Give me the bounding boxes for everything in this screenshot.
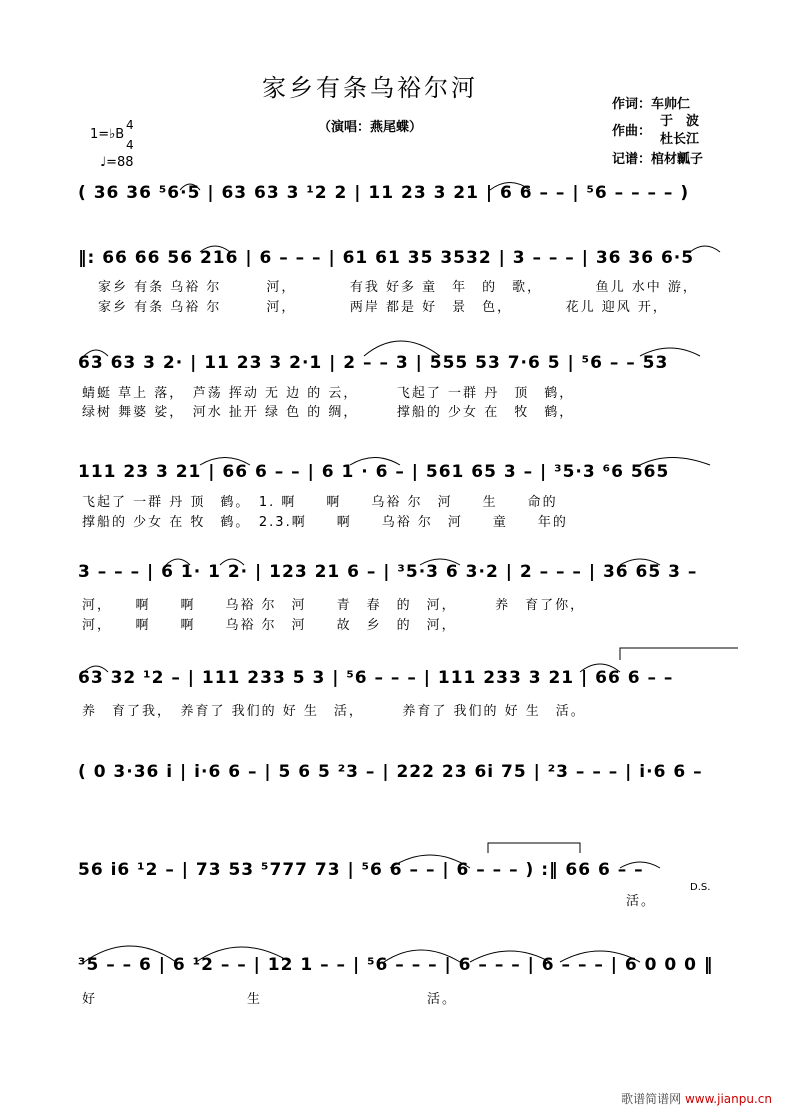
score-row-9-notes: ³5 – – 6 | 6 ¹2 – – | 12 1 – – | ⁵6 – – – | 6 – – – | 6 – – – | 6 0 0 0 ‖ [78,955,714,975]
score-row-3-lyric-1: 蜻蜓 草上 落， 芦荡 挥动 无 边 的 云， 飞起了 一群 丹 顶 鹤， [82,386,575,401]
slur-mark [384,950,460,962]
composer-name-1: 于 波 [660,114,700,129]
slur-mark [420,559,460,565]
slur-mark [640,348,700,356]
score-row-5-notes: 3 – – – | 6 1· 1 2· | 123 21 6 – | ³5·3 6 3·2 | 2 – – – | 36 65 3 – [78,562,698,582]
score-row-4-lyric-1: 飞起了 一群 丹 顶 鹤。 1. 啊 啊 乌裕 尔 河 生 命的 [82,495,558,510]
transcriber-credit: 记谱：棺材瓤子 [612,152,704,167]
slur-mark [560,951,640,962]
slur-mark [200,246,230,252]
dal-segno-mark: D.S. [690,882,711,893]
time-signature-bottom: 4 [126,138,134,152]
key-signature: 1=♭B [90,127,125,142]
time-signature-top: 4 [126,118,134,132]
slur-mark [620,559,660,565]
slur-mark [490,183,530,191]
score-row-8-lyric-1: 活。 [626,894,657,909]
score-row-2-notes: ‖: 66 66 56 216 | 6 – – – | 61 61 35 3532 | 3 – – – | 36 36 6·5 [78,248,695,268]
tempo-marking: ♩=88 [100,155,134,170]
site-url: www.jianpu.cn [684,1092,772,1106]
score-row-5-lyric-1: 河， 啊 啊 乌裕 尔 河 青 春 的 河， 养 育了你， [82,598,586,613]
volta-bracket [620,648,738,660]
score-row-9-lyric-1: 好 生 活。 [82,992,458,1007]
score-row-1-notes: ( 36 36 ⁵6·5 | 63 63 3 ¹2 2 | 11 23 3 21 | 6 6 – – | ⁵6 – – – – ) [78,183,690,203]
score-row-6-notes: 63 32 ¹2 – | 111 233 5 3 | ⁵6 – – – | 111 233 3 21 | 66 6 – – [78,668,674,688]
score-row-2-lyric-1: 家乡 有条 乌裕 尔 河， 有我 好多 童 年 的 歌， 鱼儿 水中 游， [98,280,698,295]
site-name: 歌谱简谱网 [621,1092,682,1106]
slur-mark [580,664,620,672]
composer-name-2: 杜长江 [660,132,700,147]
score-row-4-notes: 111 23 3 21 | 66 6 – – | 6 1 · 6 – | 561 65 3 – | ³5·3 ⁶6 565 [78,462,670,482]
score-row-6-lyric-1: 养 育了我， 养育了 我们的 好 生 活， 养育了 我们的 好 生 活。 [82,704,586,719]
song-title: 家乡有条乌裕尔河 [262,74,478,102]
slur-mark [390,855,470,868]
score-row-4-lyric-2: 撑船的 少女 在 牧 鹤。 2.3.啊 啊 乌裕 尔 河 童 年的 [82,515,568,530]
slur-mark [84,350,108,356]
slur-mark [84,666,108,672]
score-row-2-lyric-2: 家乡 有条 乌裕 尔 河， 两岸 都是 好 景 色， 花儿 迎风 开， [98,300,668,315]
slur-mark [470,951,550,962]
slur-mark [200,458,250,466]
performer-subtitle: （演唱：燕尾蝶） [318,120,423,135]
score-row-3-notes: 63 63 3 2· | 11 23 3 2·1 | 2 – – 3 | 555 53 7·6 5 | ⁵6 – – 53 [78,353,669,373]
slur-mark [166,559,190,565]
slur-mark [84,946,176,962]
lyricist-credit: 作词：车帅仁 [612,97,691,112]
score-row-8-notes: 56 i6 ¹2 – | 73 53 ⁵777 73 | ⁵6 6 – – | 6 – – – ) :‖ 66 6 – – [78,860,644,880]
slur-mark [620,862,660,868]
slur-mark [350,458,400,466]
slur-mark [640,458,710,466]
slur-mark [220,559,244,565]
score-row-3-lyric-2: 绿树 舞婆 娑， 河水 扯开 绿 色 的 绸， 撑船的 少女 在 牧 鹤， [82,405,575,420]
volta-bracket [488,843,580,853]
slur-mark [364,341,440,356]
slur-mark [196,947,290,962]
score-row-5-lyric-2: 河， 啊 啊 乌裕 尔 河 故 乡 的 河， [82,618,457,633]
site-watermark [621,1090,772,1107]
composer-label: 作曲： [612,124,652,139]
score-row-7-notes: ( 0 3·36 i | i·6 6 – | 5 6 5 ²3 – | 222 23 6i 75 | ²3 – – – | i·6 6 – [78,762,703,782]
slur-mark [180,184,200,190]
slur-mark [690,246,720,252]
